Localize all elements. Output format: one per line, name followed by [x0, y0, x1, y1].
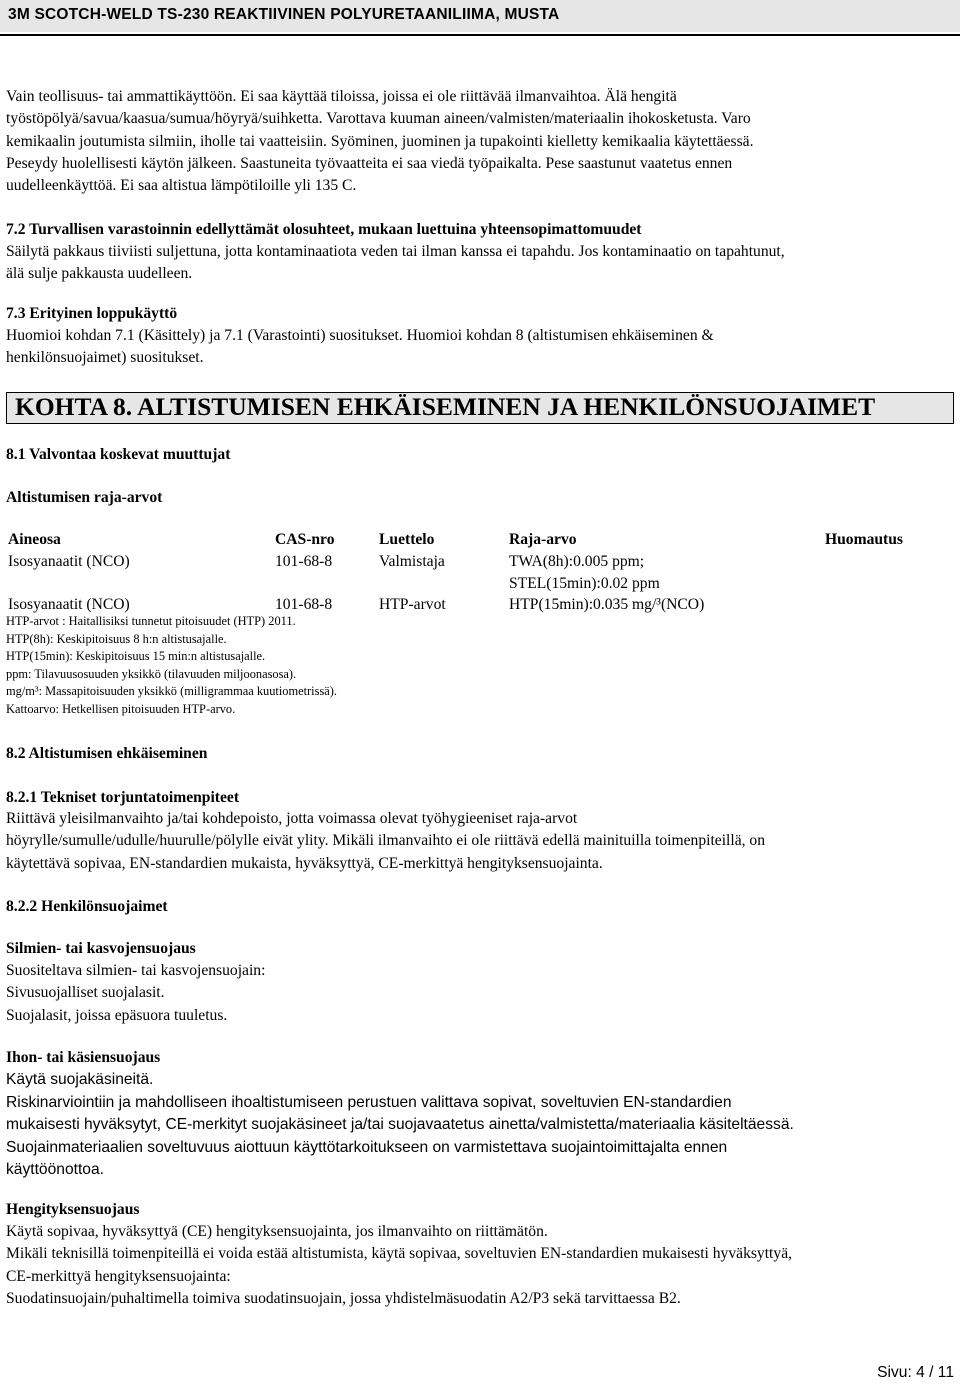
section-8-heading: KOHTA 8. ALTISTUMISEN EHKÄISEMINEN JA HENKILÖNSUOJAIMET	[15, 392, 876, 421]
cell-limit: HTP(15min):0.035 mg/³(NCO)	[509, 596, 705, 613]
respiratory-protection-title: Hengityksensuojaus	[6, 1201, 140, 1218]
subsection-7-2-title: 7.2 Turvallisen varastoinnin edellyttämät olosuhteet, mukaan luettuina yhteensopimattomuudet	[6, 221, 642, 238]
eye-protection-text: Suositeltava silmien- tai kasvojensuojain: Sivusuojalliset suojalasit. Suojalasit, joissa epäsuora tuuletus.	[6, 962, 266, 1024]
cell-list: Valmistaja	[379, 553, 445, 570]
cell-substance: Isosyanaatit (NCO)	[8, 596, 130, 613]
subsection-8-2-2-title: 8.2.2 Henkilönsuojaimet	[6, 898, 168, 915]
header-divider	[0, 34, 960, 36]
cell-limit-line2: STEL(15min):0.02 ppm	[509, 575, 660, 592]
page-number: Sivu: 4 / 11	[877, 1364, 954, 1381]
document-header	[0, 0, 960, 32]
col-header-cas: CAS-nro	[275, 531, 335, 548]
hand-protection-title: Ihon- tai käsiensuojaus	[6, 1049, 161, 1066]
hand-protection-text: Käytä suojakäsineitä. Riskinarviointiin ja mahdolliseen ihoaltistumiseen perustuen valittava sopivat, soveltuvien EN-standardien mukaisesti hyväksytyt, CE-merkityt suojakäsineet ja/tai suojavaatetus ainetta/valmistetta/materiaalia käsiteltäessä. Suojainmateriaalien soveltuvuus aiottuun käyttötarkoitukseen on varmistettava suojaintoimittajalta ennen käyttöönottoa.	[6, 1071, 794, 1178]
cell-substance: Isosyanaatit (NCO)	[8, 553, 130, 570]
subsection-7-2-text: Säilytä pakkaus tiiviisti suljettuna, jotta kontaminaatiota veden tai ilman kanssa ei tapahdu. Jos kontaminaatio on tapahtunut, älä sulje pakkausta uudelleen.	[6, 243, 785, 283]
table-row	[6, 553, 954, 597]
col-header-limit: Raja-arvo	[509, 531, 577, 548]
cell-cas: 101-68-8	[275, 596, 333, 613]
subsection-8-2-1-text: Riittävä yleisilmanvaihto ja/tai kohdepoisto, jotta voimassa olevat työhygieeniset raja-arvot höyrylle/sumulle/udulle/huurulle/pölylle eivät ylity. Mikäli ilmanvaihto ei ole riittävä edellä mainituilla toimenpiteillä, on käytettävä sopivaa, EN-standardien mukaista, hyväksyttyä, CE-merkittyä hengityksensuojainta.	[6, 810, 766, 872]
col-header-note: Huomautus	[825, 531, 903, 548]
col-header-list: Luettelo	[379, 531, 435, 548]
exposure-limits-title: Altistumisen raja-arvot	[6, 489, 163, 506]
section-8-heading-box	[6, 392, 954, 424]
abbreviation-notes: HTP-arvot : Haitallisiksi tunnetut pitoisuudet (HTP) 2011. HTP(8h): Keskipitoisuus 8 h:n altistusajalle. HTP(15min): Keskipitoisuus 15 min:n altistusajalle. ppm: Tilavuusosuuden yksikkö (tilavuuden miljoonasosa). mg/m³: Massapitoisuuden yksikkö (milligrammaa kuutiometrissä). Kattoarvo: Hetkellisen pitoisuuden HTP-arvo.	[6, 614, 337, 716]
cell-cas: 101-68-8	[275, 553, 333, 570]
col-header-substance: Aineosa	[8, 531, 61, 548]
document-title: 3M SCOTCH-WELD TS-230 REAKTIIVINEN POLYURETAANILIIMA, MUSTA	[8, 6, 560, 23]
subsection-8-1-title: 8.1 Valvontaa koskevat muuttujat	[6, 446, 231, 463]
cell-list: HTP-arvot	[379, 596, 446, 613]
table-header-row	[6, 531, 954, 553]
subsection-8-2-title: 8.2 Altistumisen ehkäiseminen	[6, 745, 208, 762]
handling-precautions-text: Vain teollisuus- tai ammattikäyttöön. Ei saa käyttää tiloissa, joissa ei ole riittävää ilmanvaihtoa. Älä hengitä työstöpölyä/savua/kaasua/sumua/höyryä/suihketta. Varottava kuuman aineen/valmisten/materiaalin ihokosketusta. Varo kemikaalin joutumista silmiin, iholle tai vaatteisiin. Syöminen, juominen ja tupakointi kielletty kemikaalia käytettäessä. Peseydy huolellisesti käytön jälkeen. Saastuneita työvaatteita ei saa viedä työpaikalta. Pese saastunut vaatetus ennen uudelleenkäyttöä. Ei saa altistua lämpötiloille yli 135 C.	[6, 88, 754, 195]
subsection-8-2-1-title: 8.2.1 Tekniset torjuntatoimenpiteet	[6, 789, 240, 806]
respiratory-protection-text: Käytä sopivaa, hyväksyttyä (CE) hengityksensuojainta, jos ilmanvaihto on riittämätön. Mikäli teknisillä toimenpiteillä ei voida estää altistumista, käytä sopivaa, soveltuvien EN-standardien mukaisesti hyväksyttyä, CE-merkittyä hengityksensuojainta: Suodatinsuojain/puhaltimella toimiva suodatinsuojain, jossa yhdistelmäsuodatin A2/P3 sekä tarvittaessa B2.	[6, 1223, 793, 1307]
cell-limit: TWA(8h):0.005 ppm;	[509, 553, 645, 570]
subsection-7-3-text: Huomioi kohdan 7.1 (Käsittely) ja 7.1 (Varastointi) suositukset. Huomioi kohdan 8 (altistumisen ehkäiseminen & henkilönsuojaimet) suositukset.	[6, 327, 714, 367]
eye-protection-title: Silmien- tai kasvojensuojaus	[6, 940, 196, 957]
subsection-7-3-title: 7.3 Erityinen loppukäyttö	[6, 305, 178, 322]
